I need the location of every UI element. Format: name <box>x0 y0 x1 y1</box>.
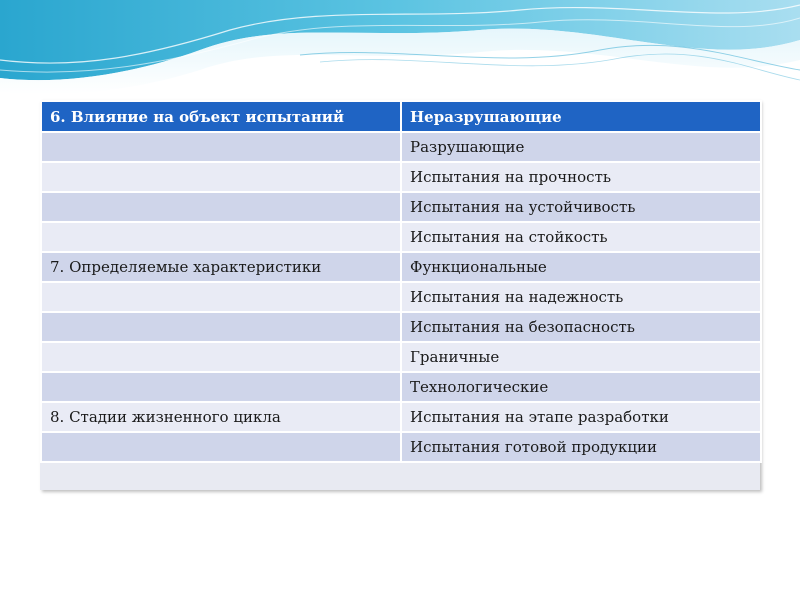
row-type-cell: Функциональные <box>401 252 761 282</box>
row-category-cell <box>41 282 401 312</box>
row-category-cell <box>41 162 401 192</box>
table-row <box>41 192 761 222</box>
row-type-cell: Испытания на безопасность <box>401 312 761 342</box>
table-row <box>41 222 761 252</box>
table-row <box>41 132 761 162</box>
row-category-cell: 8. Стадии жизненного цикла <box>41 402 401 432</box>
row-type-cell: Испытания на устойчивость <box>401 192 761 222</box>
test-classification-table <box>40 100 762 463</box>
row-category-cell <box>41 192 401 222</box>
row-category-cell <box>41 372 401 402</box>
row-category-cell <box>41 132 401 162</box>
table-row <box>41 162 761 192</box>
row-category-cell <box>41 222 401 252</box>
table-row <box>41 252 761 282</box>
row-type-cell: Испытания на надежность <box>401 282 761 312</box>
table-row <box>41 432 761 462</box>
table-row <box>41 312 761 342</box>
row-type-cell: Испытания на стойкость <box>401 222 761 252</box>
table-row <box>41 402 761 432</box>
test-classification-table-container <box>40 100 760 490</box>
row-category-cell <box>41 342 401 372</box>
header-cell-category: 6. Влияние на объект испытаний <box>41 101 401 132</box>
row-category-cell <box>41 432 401 462</box>
table-row <box>41 282 761 312</box>
row-type-cell: Разрушающие <box>401 132 761 162</box>
row-type-cell: Испытания на прочность <box>401 162 761 192</box>
row-category-cell: 7. Определяемые характеристики <box>41 252 401 282</box>
decorative-wave-banner <box>0 0 800 110</box>
table-row <box>41 372 761 402</box>
row-type-cell: Испытания на этапе разработки <box>401 402 761 432</box>
header-cell-type: Неразрушающие <box>401 101 761 132</box>
table-header-row <box>41 101 761 132</box>
row-type-cell: Граничные <box>401 342 761 372</box>
table-row <box>41 342 761 372</box>
row-type-cell: Технологические <box>401 372 761 402</box>
row-category-cell <box>41 312 401 342</box>
row-type-cell: Испытания готовой продукции <box>401 432 761 462</box>
